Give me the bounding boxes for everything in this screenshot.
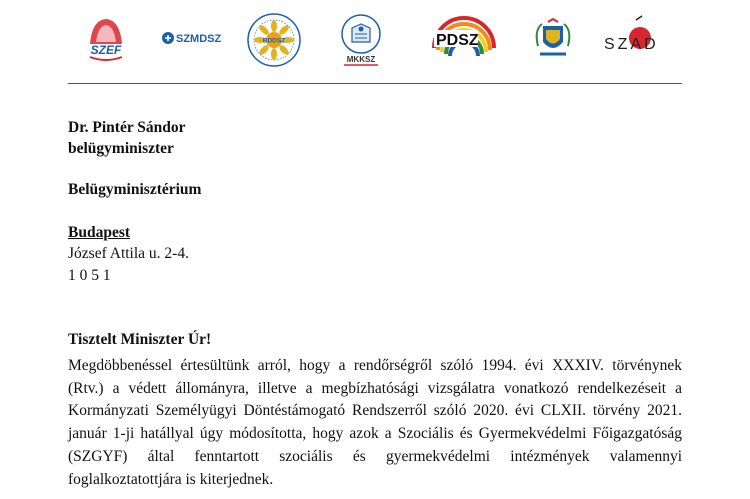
- recipient-title: belügyminiszter: [68, 140, 174, 157]
- recipient-street: József Attila u. 2-4.: [68, 245, 189, 262]
- body-paragraph: [68, 355, 682, 491]
- recipient-name: Dr. Pintér Sándor: [68, 119, 186, 136]
- salutation: Tisztelt Miniszter Úr!: [68, 331, 212, 348]
- body-line: (Rtv.) a védett állományra, illetve a megbízhatósági vizsgálatra vonatkozó rendelkezéseit a: [68, 379, 682, 397]
- header-divider: [68, 83, 682, 84]
- szef-logo-text: SZEF: [90, 43, 122, 57]
- szad-logo-icon: [600, 14, 670, 64]
- body-line: Megdöbbenéssel értesültünk arról, hogy a rendőrségről szóló 1994. évi XXXIV. törvénynek: [68, 357, 682, 374]
- body-line: Kormányzati Személyügyi Döntéstámogató Rendszerről szóló 2020. évi CLXII. törvény 2021.: [68, 402, 682, 420]
- szmdsz-logo-icon: [160, 28, 222, 48]
- bddsz-logo-text: BDDSZ: [262, 37, 286, 45]
- body-line: január 1-ji hatállyal úgy módosította, hogy azok a Szociális és Gyermekvédelmi Főigazgatóság: [68, 425, 682, 443]
- body-line: (SZGYF) által fenntartott szociális és gyermekvédelmi intézmények valamennyi: [68, 447, 682, 465]
- recipient-city: Budapest: [68, 224, 131, 241]
- bddsz-logo-icon: [246, 12, 302, 68]
- mkksz-logo-icon: [338, 12, 384, 68]
- szef-logo-icon: [82, 14, 130, 62]
- pdsz-logo-text: PDSZ: [436, 32, 479, 49]
- szad-logo-text: SZAD: [604, 36, 659, 53]
- body-line: foglalkoztatottjára is kiterjednek.: [68, 470, 274, 488]
- recipient-postcode: 1 0 5 1: [68, 267, 111, 284]
- logo-bar: [0, 0, 750, 80]
- szmdsz-logo-text: SZMDSZ: [176, 33, 222, 45]
- crest-logo-icon: [530, 16, 576, 62]
- pdsz-logo-icon: [428, 6, 500, 66]
- recipient-ministry: Belügyminisztérium: [68, 181, 202, 198]
- mkksz-logo-text: MKKSZ: [346, 55, 376, 64]
